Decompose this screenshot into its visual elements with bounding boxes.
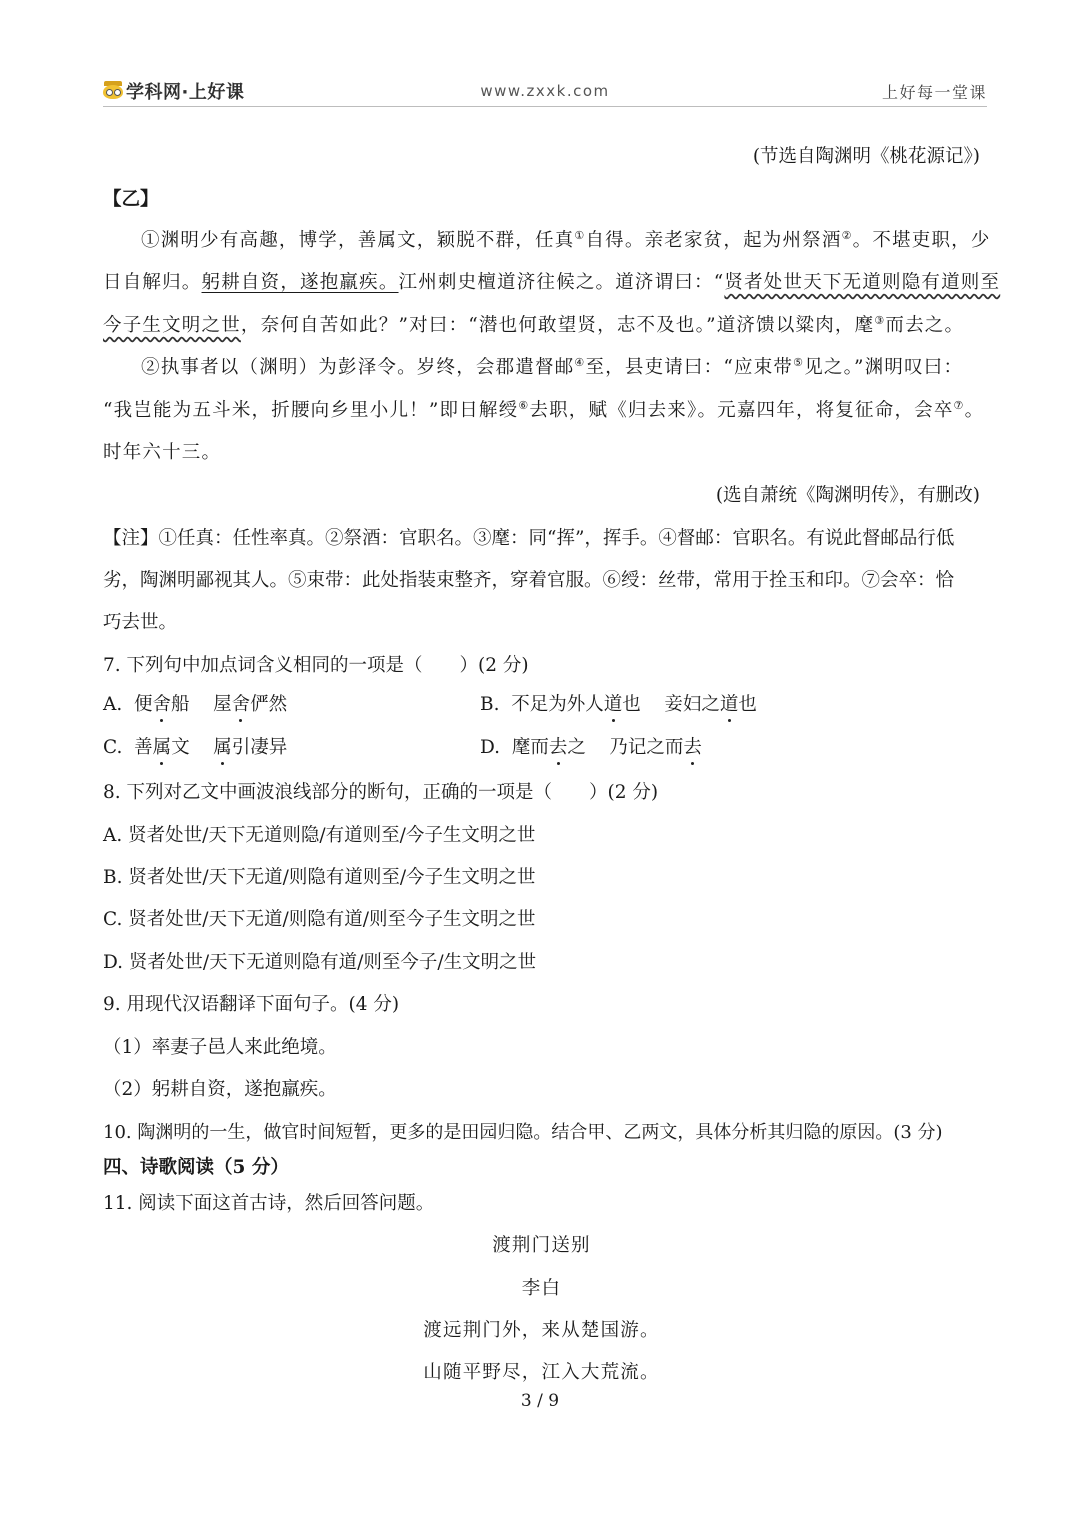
source-a: (节选自陶渊明《桃花源记》) bbox=[752, 146, 980, 167]
section-4-heading: 四、诗歌阅读（5 分） bbox=[103, 1157, 289, 1178]
q7-options-cd: C. 善属文 属引凄异 D. 麾而去之 乃记之而去 bbox=[103, 737, 702, 758]
q11-stem: 11. 阅读下面这首古诗，然后回答问题。 bbox=[103, 1193, 435, 1214]
page-header bbox=[103, 76, 987, 107]
p1-line3: 今子生文明之世，奈何自苦如此？”对曰：“潜也何敢望贤，志不及也。”道济馈以粱肉，麾③而去之。 bbox=[103, 314, 965, 336]
q8-option-c: C. 贤者处世/天下无道/则隐有道/则至今子生文明之世 bbox=[103, 909, 536, 930]
p2-line1: ②执事者以（渊明）为彭泽令。岁终，会郡遣督邮④至，县吏请曰：“应束带⑤见之。”渊明叹曰： bbox=[141, 356, 964, 378]
q7-options-ab: A. 便舍船 屋舍俨然 B. 不足为外人道也 妾妇之道也 bbox=[103, 694, 757, 715]
poem-line-1: 渡远荆门外，来从楚国游。 bbox=[423, 1320, 660, 1341]
q8-option-b: B. 贤者处世/天下无道/则隐有道则至/今子生文明之世 bbox=[103, 867, 536, 888]
site-url: www.zxxk.com bbox=[480, 82, 610, 100]
q7-stem: 7. 下列句中加点词含义相同的一项是（ ）(2 分) bbox=[103, 655, 529, 676]
logo-text: 学科网·上好课 bbox=[126, 82, 245, 103]
q8-option-d: D. 贤者处世/天下无道则隐有道/则至今子/生文明之世 bbox=[103, 952, 537, 973]
q8-stem: 8. 下列对乙文中画波浪线部分的断句，正确的一项是（ ）(2 分) bbox=[103, 782, 659, 803]
p1-line1: ①渊明少有高趣，博学，善属文，颖脱不群，任真①自得。亲老家贫，起为州祭酒②。不堪吏职，少 bbox=[141, 229, 991, 251]
poem-author: 李白 bbox=[521, 1278, 562, 1299]
source-b: (选自萧统《陶渊明传》，有删改) bbox=[715, 485, 980, 506]
p2-line3: 时年六十三。 bbox=[103, 442, 222, 463]
poem-title: 渡荆门送别 bbox=[492, 1235, 591, 1256]
q9-stem: 9. 用现代汉语翻译下面句子。(4 分) bbox=[103, 994, 400, 1015]
wavy-underline-2: 今子生文明之世 bbox=[103, 315, 241, 336]
underlined-sentence: 躬耕自资，遂抱羸疾。 bbox=[201, 272, 399, 293]
wavy-underline-1: 贤者处世天下无道则隐有道则至 bbox=[724, 272, 1001, 293]
p2-line2: “我岂能为五斗米，折腰向乡里小儿！”即日解绶⑥去职，赋《归去来》。元嘉四年，将复征命，会卒⑦。 bbox=[103, 399, 985, 421]
notes-line2: 劣，陶渊明鄙视其人。⑤束带：此处指装束整齐，穿着官服。⑥绶：丝带，常用于拴玉和印。⑦会卒：恰 bbox=[103, 570, 955, 591]
notes-line1: 【注】①任真：任性率真。②祭酒：官职名。③麾：同“挥”，挥手。④督邮：官职名。有说此督邮品行低 bbox=[103, 528, 955, 549]
p1-line2: 日自解归。躬耕自资，遂抱羸疾。江州刺史檀道济往候之。道济谓曰：“贤者处世天下无道则隐有道则至 bbox=[103, 272, 1001, 293]
notes-line3: 巧去世。 bbox=[103, 612, 178, 633]
section-yi: 【乙】 bbox=[103, 189, 159, 210]
header-motto: 上好每一堂课 bbox=[881, 83, 987, 102]
page-number: 3 / 9 bbox=[520, 1391, 560, 1411]
q8-option-a: A. 贤者处世/天下无道则隐/有道则至/今子生文明之世 bbox=[103, 825, 536, 846]
q9-sentence-1: （1）率妻子邑人来此绝境。 bbox=[103, 1037, 337, 1058]
q10-stem: 10. 陶渊明的一生，做官时间短暂，更多的是田园归隐。结合甲、乙两文，具体分析其归隐的原因。(3 分) bbox=[103, 1122, 943, 1143]
poem-line-2: 山随平野尽，江入大荒流。 bbox=[423, 1362, 660, 1383]
q9-sentence-2: （2）躬耕自资，遂抱羸疾。 bbox=[103, 1079, 337, 1100]
